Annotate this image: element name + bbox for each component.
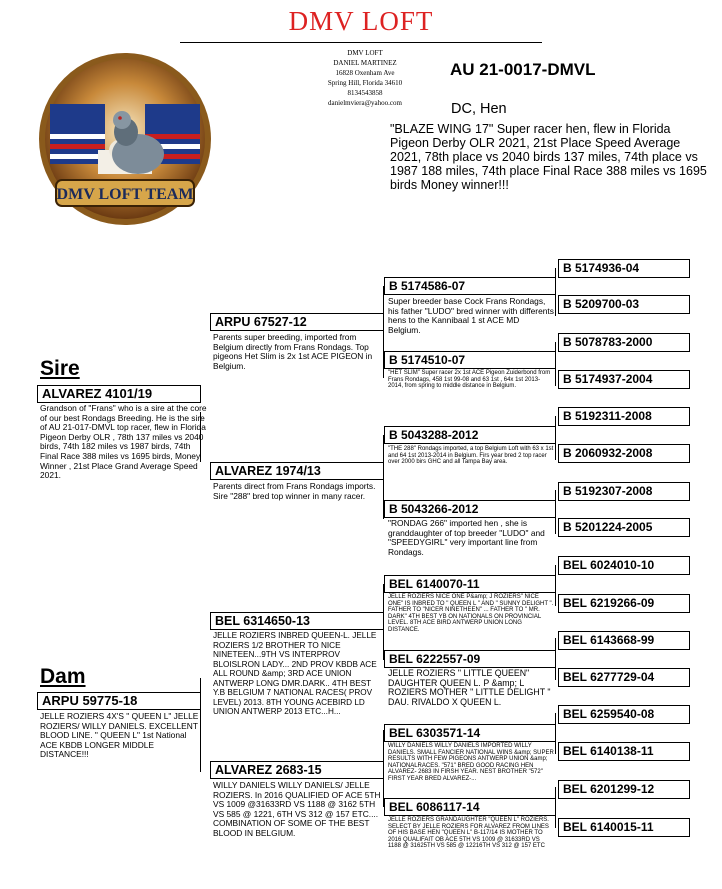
pedigree-card-ss: ARPU 67527-12 bbox=[210, 313, 384, 331]
pedigree-card-dsd: BEL 6222557-09 bbox=[384, 650, 556, 668]
dam-band: ARPU 59775-18 bbox=[37, 692, 201, 710]
sire-note: Grandson of "Frans" who is a sire at the core of our best Rondags Breeding. He is the sire of AU 21-017-DMVL top racer, flew in Florida Pigeon Derby OLR , 78th 137 miles vs 2040 birds, 74th 182 miles vs 1987 birds, 74th Final Race 388 miles vs 1695 birds, Money Winner , 21st Place Grand Average Speed 2021. bbox=[40, 403, 207, 481]
bird-color-sex: DC, Hen bbox=[451, 101, 507, 117]
pedigree-card-gen4: BEL 6024010-10 bbox=[558, 556, 690, 575]
sire-band: ALVAREZ 4101/19 bbox=[37, 385, 201, 403]
pedigree-card-gen4: BEL 6277729-04 bbox=[558, 668, 690, 687]
pedigree-card-gen4: BEL 6219266-09 bbox=[558, 594, 690, 613]
pedigree-card-gen4: B 5192311-2008 bbox=[558, 407, 690, 426]
pedigree-note: "THE 288" Rondags imported, a top Belgium Loft with 63 x 1st and 64 1st 2013-2014 in Belgium. Firs year bred 2 top racer over 2000 birs GHC and all Tampa Bay area. bbox=[388, 446, 554, 466]
address-line: DMV LOFT bbox=[347, 49, 383, 57]
dam-heading: Dam bbox=[40, 665, 86, 688]
sire-heading: Sire bbox=[40, 357, 80, 380]
pedigree-note: Super breeder base Cock Frans Rondags, his father "LUDO" bred winner with differents hens to the Kannibaal 1 st ACE MD Belgium. bbox=[388, 296, 554, 335]
dam-note: JELLE ROZIERS 4X'S " QUEEN L" JELLE ROZIERS/ WILLY DANIELS. EXCELLENT BLOOD LINE. " QUEEN L" 1st National ACE KBDB LONGER MIDDLE DISTANCE!!! bbox=[40, 711, 199, 760]
pedigree-card-dd: ALVAREZ 2683-15 bbox=[210, 761, 384, 779]
bird-description: "BLAZE WING 17" Super racer hen, flew in Florida Pigeon Derby OLR 2021, 21st Place Speed Average 2021, 78th place vs 2040 birds 137 miles, 74th place vs 1987 188 miles, 74th place Final Race 388 miles vs 1695 birds Money winner!!! bbox=[390, 122, 707, 192]
pedigree-card-ssd: B 5174510-07 bbox=[384, 351, 556, 369]
pedigree-card-gen4: BEL 6143668-99 bbox=[558, 631, 690, 650]
pedigree-card-gen4: BEL 6259540-08 bbox=[558, 705, 690, 724]
pedigree-card-sss: B 5174586-07 bbox=[384, 277, 556, 295]
pedigree-card-gen4: B 5174937-2004 bbox=[558, 370, 690, 389]
pedigree-note: JELLE ROZIERS INBRED QUEEN-L. JELLE ROZIERS 1/2 BROTHER TO NICE NINETEEN...9TH VS INTERPROV BLOISLRON LADY... 2ND PROV KBDB ACE ALL ROUND &amp; 3RD ACE UNION ANTWERP LONG DMR.DARK.. 4TH BEST Y.B BELGIUM 7 NATIONAL RACES( PROV LEVEL) 2013. 8TH YOUNG ACEBIRD LD UNION ANTWERP 2013 ETC...H... bbox=[213, 631, 377, 716]
pedigree-card-sd: ALVAREZ 1974/13 bbox=[210, 462, 384, 480]
pedigree-card-gen4: BEL 6140138-11 bbox=[558, 742, 690, 761]
breeder-address bbox=[300, 48, 430, 108]
pedigree-card-sds: B 5043288-2012 bbox=[384, 426, 556, 444]
pedigree-card-gen4: B 5078783-2000 bbox=[558, 333, 690, 352]
title-divider bbox=[180, 42, 542, 43]
address-line: Spring Hill, Florida 34610 bbox=[327, 79, 403, 87]
pedigree-card-dss: BEL 6140070-11 bbox=[384, 575, 556, 593]
pedigree-card-gen4: B 5192307-2008 bbox=[558, 482, 690, 501]
pedigree-card-gen4: B 5174936-04 bbox=[558, 259, 690, 278]
pedigree-card-gen4: B 2060932-2008 bbox=[558, 444, 690, 463]
pedigree-note: JELLE ROZIERS NICE ONE P&amp; J ROZIERS" NICE ONE" IS INBRED TO " QUEEN L " AND " SUNNY DELIGHT ". FATHER TO "NICER NINETHEEN" ... FATHER TO " MR. DARK" 4TH BEST YB ON NATIONALS ON PROVINCIAL LEVEL. 8TH ACE BIRD ANTWERP UNION LONG DISTANCE. bbox=[388, 594, 554, 633]
pedigree-card-gen4: BEL 6201299-12 bbox=[558, 780, 690, 799]
pedigree-note: Parents direct from Frans Rondags imports. Sire "288" bred top winner in many racer. bbox=[213, 481, 376, 501]
pedigree-card-ds: BEL 6314650-13 bbox=[210, 612, 384, 630]
address-line: 16828 Oxenham Ave bbox=[335, 69, 395, 77]
address-line: DANIEL MARTINEZ bbox=[333, 59, 397, 67]
email-address: danielmviera@yahoo.com bbox=[328, 99, 402, 107]
pedigree-card-gen4: B 5201224-2005 bbox=[558, 518, 690, 537]
phone-number: 8134543858 bbox=[347, 89, 383, 97]
pedigree-note: "HET SLIM" Super racer 2x 1st ACE Pigeon Zuiderbond from Frans Rondags, 458 1st 99-08 and 63 1st , 64x 1st 2013-2014, from spring to middle distance in Belgium. bbox=[388, 370, 551, 390]
pedigree-note: JELLE ROZIERS " LITTLE QUEEN" DAUGHTER QUEEN L. P &amp; L ROZIERS MOTHER " LITTLE DELIGHT " DAU. RIVALDO X QUEEN L. bbox=[388, 668, 551, 708]
pedigree-card-gen4: BEL 6140015-11 bbox=[558, 818, 690, 837]
flag-left bbox=[50, 104, 105, 164]
pedigree-note: Parents super breeding, imported from Belgium directly from Frans Rondags. Top pigeons Het Slim is 2x 1st ACE PIGEON in Belgium. bbox=[213, 332, 373, 371]
logo-text: DMV LOFT TEAM bbox=[56, 186, 194, 203]
pedigree-card-dds: BEL 6303571-14 bbox=[384, 724, 556, 742]
pedigree-note: WILLY DANIELS WILLY DANIELS IMPORTED WILLY DANIELS. SMALL FANCIER NATIONAL WINS &amp; SUPER RESULTS WITH FEW PIGEONS ANTWERP UNION &amp; NATIONALRACES. "571" BRED GOOD RACING HEN ALVAREZ- 2683 IN FIRSH YEAR. NEST BROTHER "572" FIRST YEAR BRED ALVAREZ-... bbox=[388, 743, 554, 782]
pedigree-note: WILLY DANIELS WILLY DANIELS/ JELLE ROZIERS. In 2016 QUALIFIED OF ACE 5TH VS 1009 @31633RD VS 1188 @ 3162 5TH VS 585 @ 1221, 6TH VS 312 @ 157 ETC.... COMBINATION OF SOME OF THE BEST BLOOD IN BELGIUM. bbox=[213, 780, 381, 838]
page-title: DMV LOFT bbox=[288, 6, 434, 36]
pedigree-card-sdd: B 5043266-2012 bbox=[384, 500, 556, 518]
pedigree-card-ddd: BEL 6086117-14 bbox=[384, 798, 556, 816]
bird-band-number: AU 21-0017-DMVL bbox=[450, 60, 596, 79]
pedigree-note: "RONDAG 266" imported hen , she is granddaughter of top breeder "LUDO" and "SPEEDYGIRL" very important line from Rondags. bbox=[388, 518, 545, 557]
pedigree-card-gen4: B 5209700-03 bbox=[558, 295, 690, 314]
dmv-loft-team-logo bbox=[38, 52, 212, 226]
pedigree-note: JELLE ROZIERS GRANDAUGHTER "QUEEN L" ROZIERS. SELECT BY JELLE ROZIERS FOR ALVAREZ FROM LINES OF HIS BASE HEN "QUEEN L" B-117/14 IS MOTHER TO 2016 QUALIFAIT OB ACE 5TH VS 1009 @ 31633RD VS 1188 @ 31625TH VS 585 @ 12216TH VS 312 @ 157 ETC bbox=[388, 817, 549, 850]
